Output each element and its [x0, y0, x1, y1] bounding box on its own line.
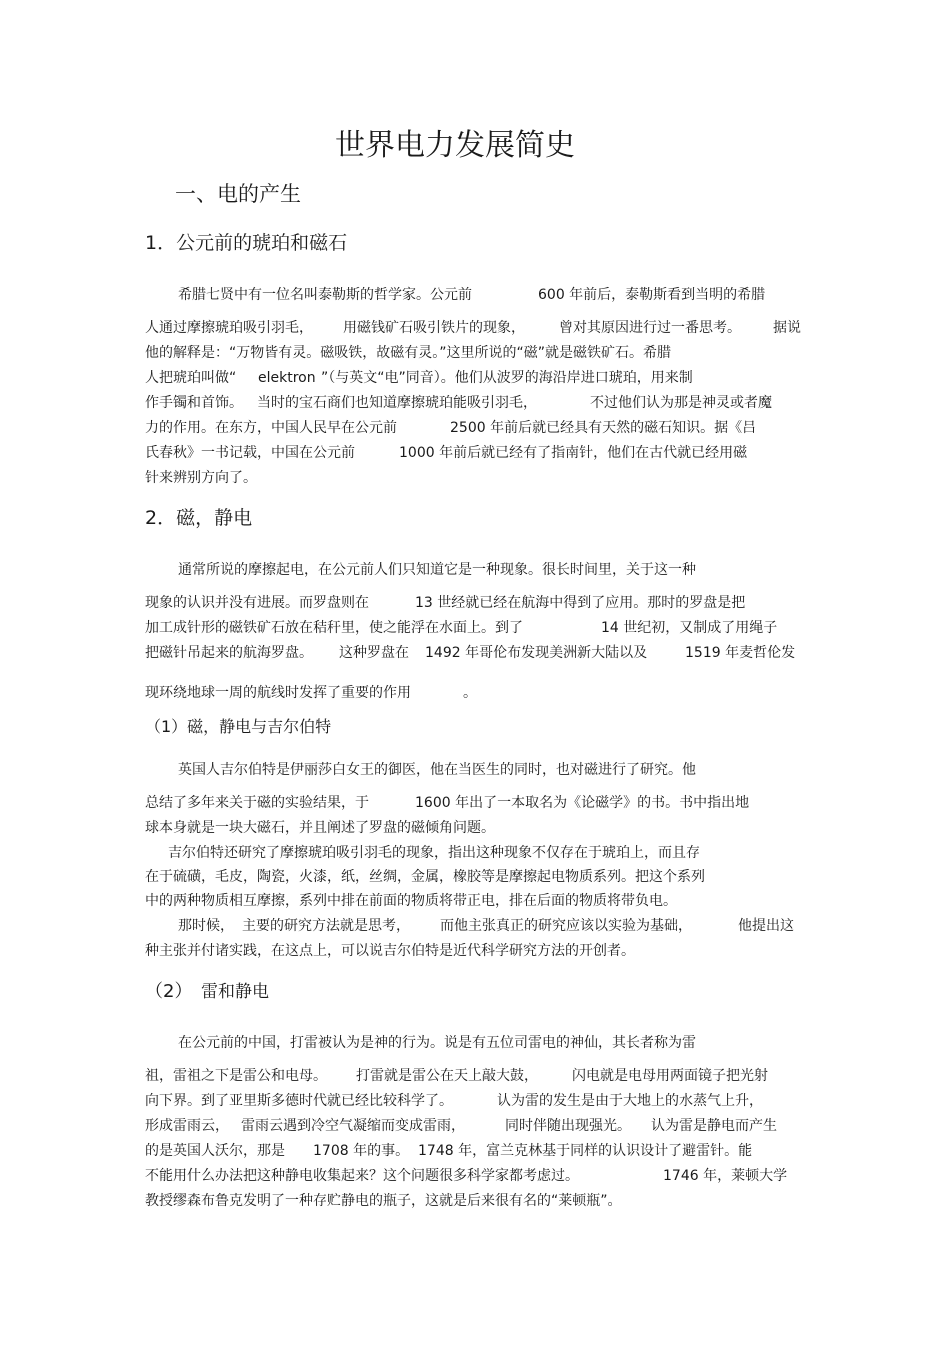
- subsection-heading: （1）磁，静电与吉尔伯特: [145, 717, 332, 736]
- text-segment: 2500 年前后就已经具有天然的磁石知识。据《吕: [450, 420, 757, 436]
- text-segment: 的是英国人沃尔，那是: [145, 1143, 285, 1159]
- paragraph-line: 英国人吉尔伯特是伊丽莎白女王的御医，他在当医生的同时，也对磁进行了研究。他: [178, 762, 696, 778]
- paragraph-line: [145, 683, 477, 703]
- paragraph-line: 中的两种物质相互摩擦，系列中排在前面的物质将带正电，排在后面的物质将带负电。: [145, 893, 677, 909]
- text-segment: 14 世纪初，又制成了用绳子: [601, 620, 778, 636]
- text-segment: 力的作用。在东方，中国人民早在公元前: [145, 420, 397, 436]
- text-segment: 闪电就是电母用两面镜子把光射: [572, 1068, 768, 1084]
- text-segment: elektron: [258, 370, 316, 386]
- text-segment: 1000 年前后就已经有了指南针，他们在古代就已经用磁: [399, 445, 748, 461]
- paragraph-line: [178, 285, 765, 305]
- text-segment: 加工成针形的磁铁矿石放在秸秆里，使之能浮在水面上。到了: [145, 620, 523, 636]
- text-segment: 1492 年哥伦布发现美洲新大陆以及: [425, 645, 648, 661]
- text-segment: 主要的研究方法就是思考，: [242, 918, 410, 934]
- text-segment: 曾对其原因进行过一番思考。: [559, 320, 741, 336]
- text-segment: 不过他们认为那是神灵或者魔: [590, 395, 772, 411]
- paragraph-line: 球本身就是一块大磁石，并且阐述了罗盘的磁倾角问题。: [145, 820, 495, 836]
- paragraph-line: [145, 1116, 777, 1136]
- text-segment: 。: [463, 685, 477, 701]
- text-segment: 打雷就是雷公在天上敲大鼓，: [356, 1068, 538, 1084]
- subsection-heading: [145, 980, 269, 1004]
- text-segment: 1600 年出了一本取名为《论磁学》的书。书中指出地: [415, 795, 750, 811]
- paragraph-line: 通常所说的摩擦起电，在公元前人们只知道它是一种现象。很长时间里，关于这一种: [178, 562, 696, 578]
- text-segment: 那时候，: [178, 918, 234, 934]
- text-segment: 氏春秋》一书记载，中国在公元前: [145, 445, 355, 461]
- text-segment: 据说: [773, 320, 801, 336]
- text-segment: 而他主张真正的研究应该以实验为基础，: [440, 918, 692, 934]
- paragraph-line: [178, 916, 794, 936]
- text-segment: 总结了多年来关于磁的实验结果，于: [145, 795, 369, 811]
- text-segment: 希腊七贤中有一位名叫泰勒斯的哲学家。公元前: [178, 287, 472, 303]
- paragraph-line: 种主张并付诸实践，在这点上，可以说吉尔伯特是近代科学研究方法的开创者。: [145, 943, 635, 959]
- paragraph-line: [145, 618, 777, 638]
- heading-number: （2）: [145, 981, 193, 1002]
- paragraph-line: [145, 1066, 768, 1086]
- text-segment: 向下界。到了亚里斯多德时代就已经比较科学了。: [145, 1093, 453, 1109]
- text-segment: 这种罗盘在: [339, 645, 409, 661]
- paragraph-line: 在于硫磺，毛皮，陶瓷，火漆，纸，丝绸，金属，橡胶等是摩擦起电物质系列。把这个系列: [145, 869, 705, 885]
- text-segment: 当时的宝石商们也知道摩擦琥珀能吸引羽毛，: [257, 395, 537, 411]
- paragraph-line: [145, 593, 745, 613]
- text-segment: 用磁钱矿石吸引铁片的现象，: [343, 320, 525, 336]
- paragraph-line: [145, 1091, 763, 1111]
- text-segment: 认为雷的发生是由于大地上的水蒸气上升，: [497, 1093, 763, 1109]
- paragraph-line: [145, 793, 749, 813]
- text-segment: 1519 年麦哲伦发: [685, 645, 796, 661]
- text-segment: ”（与英文“电”同音）。他们从波罗的海沿岸进口琥珀，用来制: [321, 370, 693, 386]
- section-heading: 一、电的产生: [175, 182, 301, 206]
- text-segment: 不能用什么办法把这种静电收集起来？这个问题很多科学家都考虑过。: [145, 1168, 579, 1184]
- paragraph-line: 教授缪森布鲁克发明了一种存贮静电的瓶子，这就是后来很有名的“莱顿瓶”。: [145, 1193, 622, 1209]
- text-segment: 把磁针吊起来的航海罗盘。: [145, 645, 313, 661]
- paragraph-line: [145, 368, 693, 388]
- text-segment: 1746 年，莱顿大学: [663, 1168, 788, 1184]
- text-segment: 作手镯和首饰。: [145, 395, 243, 411]
- paragraph-line: 吉尔伯特还研究了摩擦琥珀吸引羽毛的现象，指出这种现象不仅存在于琥珀上，而且存: [168, 845, 700, 861]
- text-segment: 形成雷雨云，: [145, 1118, 229, 1134]
- text-segment: 雷雨云遇到冷空气凝缩而变成雷雨，: [241, 1118, 465, 1134]
- text-segment: 人通过摩擦琥珀吸引羽毛，: [145, 320, 313, 336]
- text-segment: 13 世经就已经在航海中得到了应用。那时的罗盘是把: [415, 595, 746, 611]
- paragraph-line: [145, 418, 756, 438]
- paragraph-line: [145, 443, 747, 463]
- paragraph-line: 针来辨别方向了。: [145, 470, 257, 486]
- subsection-heading: 2．磁，静电: [145, 507, 253, 529]
- paragraph-line: [145, 318, 801, 338]
- text-segment: 1748 年，富兰克林基于同样的认识设计了避雷针。能: [418, 1143, 753, 1159]
- text-segment: 人把琥珀叫做“: [145, 370, 237, 386]
- text-segment: 认为雷是静电而产生: [651, 1118, 777, 1134]
- page-title: 世界电力发展简史: [335, 128, 575, 163]
- subsection-heading: 1．公元前的琥珀和磁石: [145, 232, 348, 254]
- paragraph-line: [145, 643, 795, 663]
- paragraph-line: [145, 393, 772, 413]
- paragraph-line: 在公元前的中国，打雷被认为是神的行为。说是有五位司雷电的神仙，其长者称为雷: [178, 1035, 696, 1051]
- text-segment: 他提出这: [738, 918, 794, 934]
- text-segment: 现环绕地球一周的航线时发挥了重要的作用: [145, 685, 411, 701]
- text-segment: 祖，雷祖之下是雷公和电母。: [145, 1068, 327, 1084]
- text-segment: 600 年前后，泰勒斯看到当明的希腊: [538, 287, 766, 303]
- paragraph-line: [145, 1166, 787, 1186]
- text-segment: 现象的认识并没有进展。而罗盘则在: [145, 595, 369, 611]
- text-segment: 1708 年的事。: [313, 1143, 410, 1159]
- paragraph-line: 他的解释是：“万物皆有灵。磁吸铁，故磁有灵。”这里所说的“磁”就是磁铁矿石。希腊: [145, 345, 672, 361]
- text-segment: 同时伴随出现强光。: [505, 1118, 631, 1134]
- heading-text: 雷和静电: [201, 982, 269, 1002]
- paragraph-line: [145, 1141, 752, 1161]
